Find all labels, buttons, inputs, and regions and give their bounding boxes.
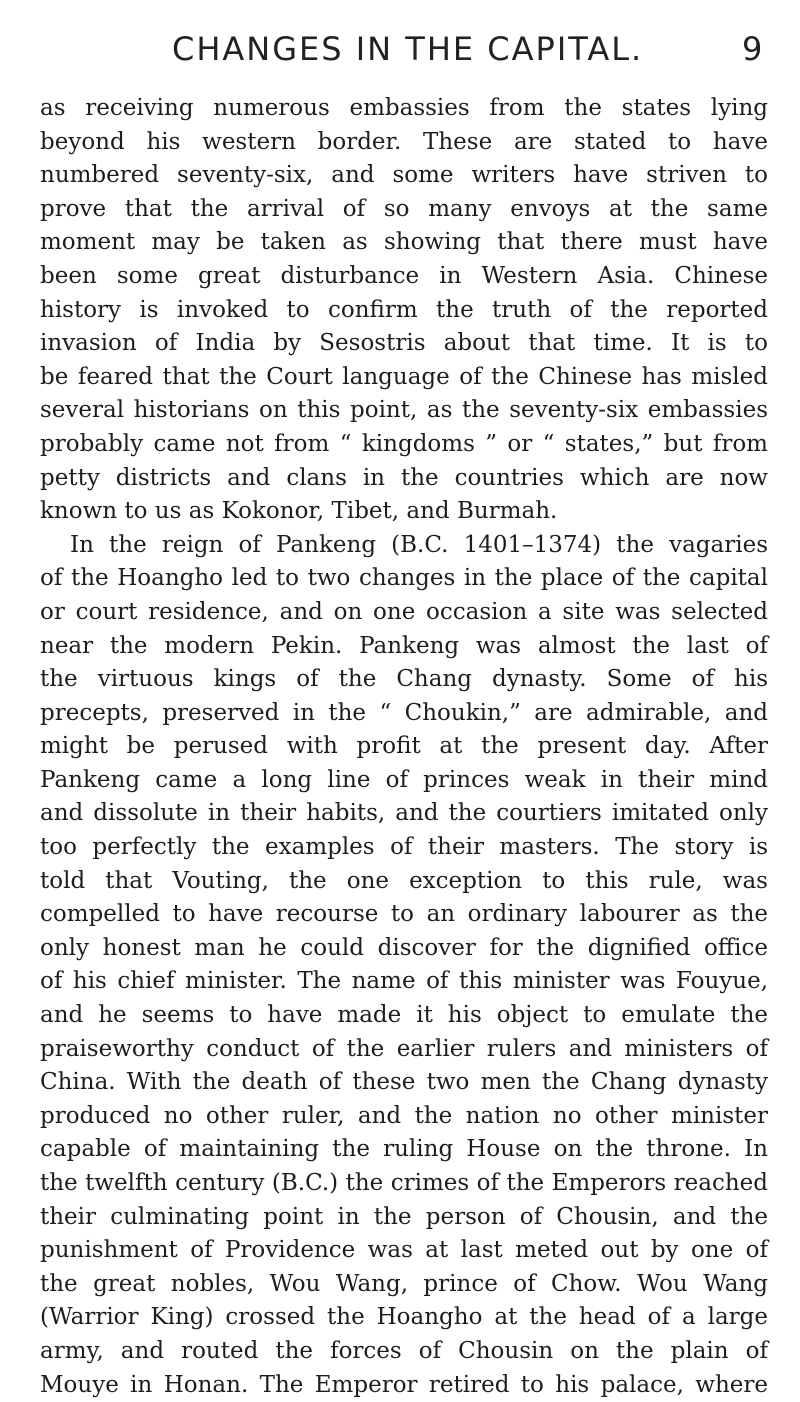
text-line: of his chief minister. The name of this minister was Fouyue, <box>40 968 768 995</box>
text-line: and dissolute in their habits, and the courtiers imitated only <box>40 800 768 827</box>
body-text <box>40 92 768 1402</box>
text-line: invasion of India by Sesostris about that time. It is to <box>40 330 768 357</box>
text-line: numbered seventy-six, and some writers have striven to <box>40 162 768 189</box>
text-line: near the modern Pekin. Pankeng was almost the last of <box>40 632 768 659</box>
running-head <box>0 30 800 70</box>
text-line: told that Vouting, the one exception to this rule, was <box>40 867 768 894</box>
text-line: petty districts and clans in the countries which are now <box>40 464 768 491</box>
text-line: as receiving numerous embassies from the states lying <box>40 95 768 121</box>
text-line: be feared that the Court language of the Chinese has misled <box>40 363 768 390</box>
text-line: produced no other ruler, and the nation no other minister <box>40 1102 768 1129</box>
text-line: In the reign of Pankeng (B.C. 1401–1374) the vagaries <box>70 531 768 558</box>
text-line: probably came not from “ kingdoms ” or “ states,” but from <box>40 430 768 457</box>
text-line: or court residence, and on one occasion a site was selected <box>40 598 768 625</box>
text-line: beyond his western border. These are stated to have <box>40 128 768 155</box>
paragraph-1 <box>40 92 768 529</box>
text-line: known to us as Kokonor, Tibet, and Burmah. <box>40 498 558 525</box>
text-line: the great nobles, Wou Wang, prince of Chow. Wou Wang <box>40 1270 768 1297</box>
text-line: punishment of Providence was at last meted out by one of <box>40 1237 768 1264</box>
text-line: too perfectly the examples of their masters. The story is <box>40 834 768 861</box>
text-line: praiseworthy conduct of the earlier rulers and ministers of <box>40 1035 768 1062</box>
text-line: China. With the death of these two men the Chang dynasty <box>40 1069 768 1096</box>
text-line: (Warrior King) crossed the Hoangho at the head of a large <box>40 1304 768 1331</box>
text-line: the twelfth century (B.C.) the crimes of the Emperors reached <box>40 1170 768 1196</box>
page-number: 9 <box>742 30 763 68</box>
text-line: capable of maintaining the ruling House on the throne. In <box>40 1136 768 1163</box>
text-line: army, and routed the forces of Chousin on the plain of <box>40 1337 768 1364</box>
running-title: CHANGES IN THE CAPITAL. <box>172 30 644 68</box>
text-line: might be perused with profit at the present day. After <box>40 733 768 760</box>
text-line: their culminating point in the person of Chousin, and the <box>40 1203 768 1230</box>
text-line: several historians on this point, as the seventy-six embassies <box>40 397 768 424</box>
text-line: only honest man he could discover for the dignified office <box>40 934 768 961</box>
text-line: compelled to have recourse to an ordinary labourer as the <box>40 901 768 928</box>
text-line: been some great disturbance in Western Asia. Chinese <box>40 262 768 289</box>
text-line: history is invoked to confirm the truth of the reported <box>40 296 768 323</box>
text-line: precepts, preserved in the “ Choukin,” are admirable, and <box>40 699 768 726</box>
text-line: Mouye in Honan. The Emperor retired to his palace, where <box>40 1371 768 1398</box>
text-line: Pankeng came a long line of princes weak in their mind <box>40 766 768 793</box>
paragraph-2 <box>40 529 768 1402</box>
text-line: prove that the arrival of so many envoys at the same <box>40 195 768 222</box>
text-line: moment may be taken as showing that there must have <box>40 229 768 256</box>
text-line: of the Hoangho led to two changes in the place of the capital <box>40 565 768 592</box>
text-line: and he seems to have made it his object to emulate the <box>40 1002 768 1029</box>
text-line: the virtuous kings of the Chang dynasty. Some of his <box>40 666 768 693</box>
